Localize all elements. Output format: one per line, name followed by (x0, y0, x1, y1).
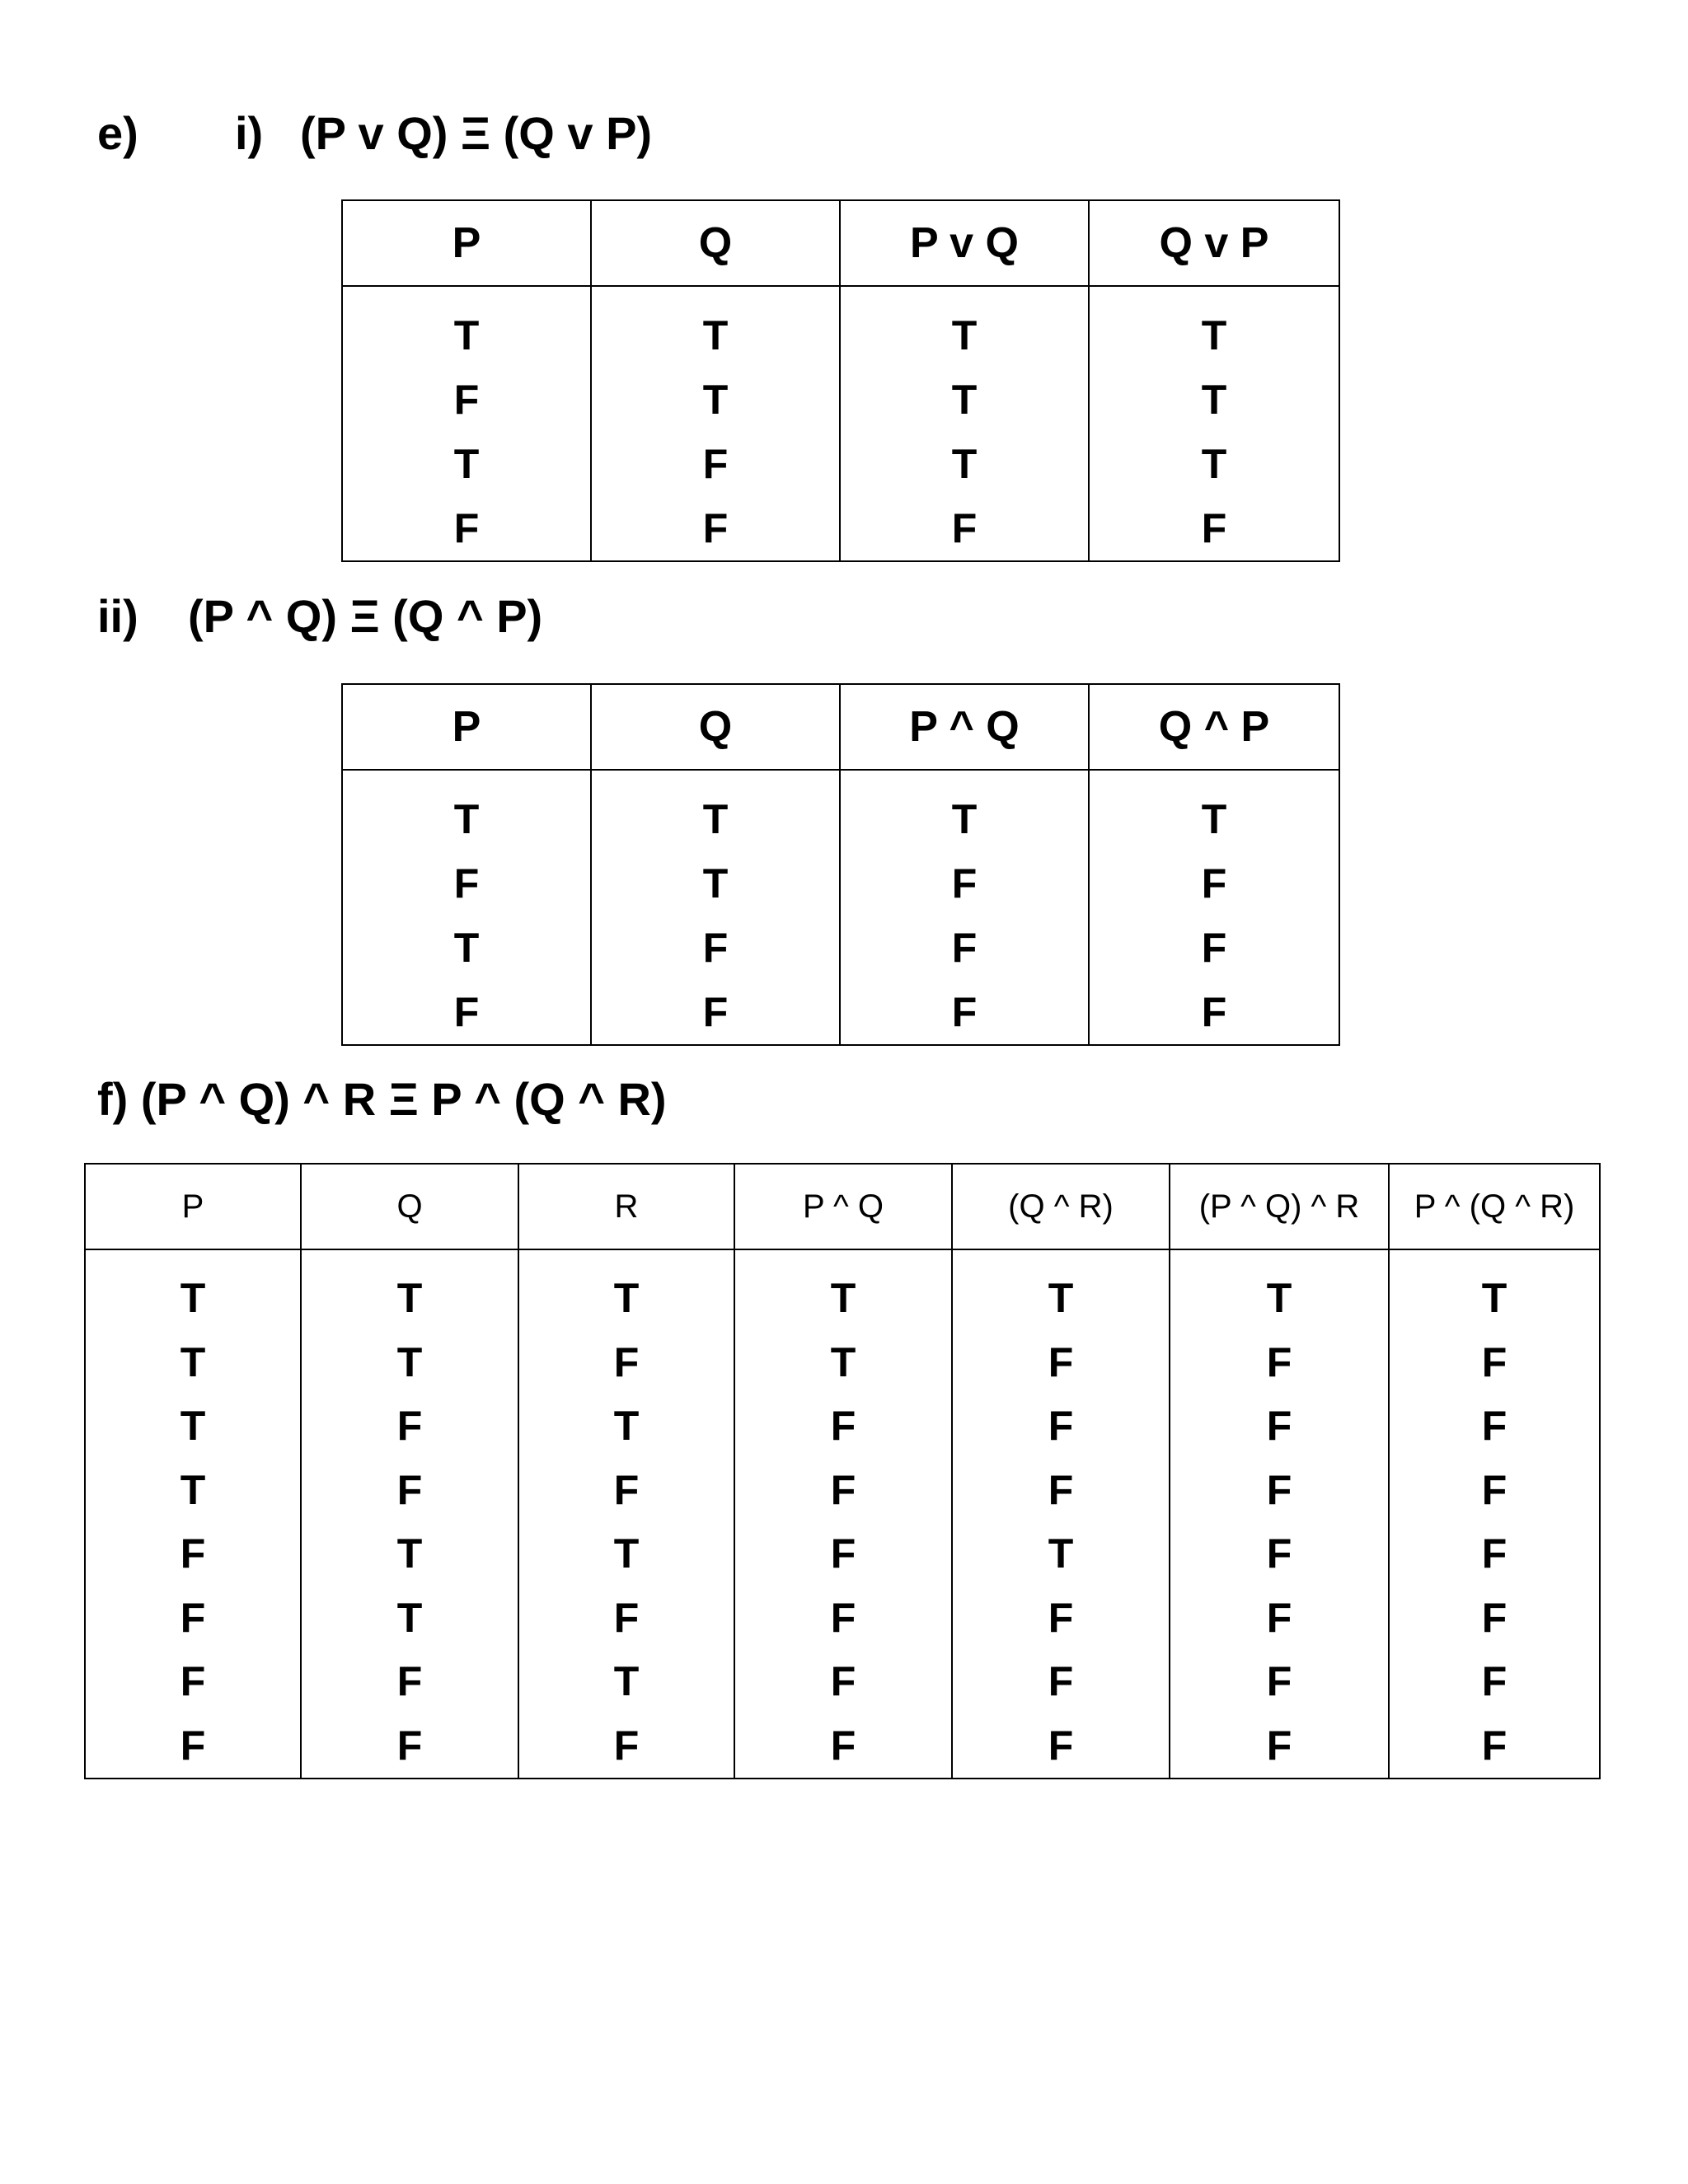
truth-table-f (84, 1163, 1601, 1779)
truth-value: F (613, 1594, 640, 1641)
truth-value: F (1266, 1466, 1292, 1513)
truth-value: T (1048, 1530, 1074, 1577)
truth-value: F (1048, 1722, 1074, 1769)
truth-value: T (396, 1594, 423, 1641)
truth-value: F (830, 1466, 856, 1513)
column-header: R (518, 1164, 734, 1249)
truth-column (518, 1249, 734, 1779)
column-header: P (342, 200, 591, 286)
truth-value: T (951, 796, 978, 842)
truth-value: T (613, 1658, 640, 1704)
column-header: P (342, 684, 591, 770)
truth-value: F (180, 1658, 206, 1704)
truth-column (952, 1249, 1170, 1779)
truth-value: F (1481, 1658, 1507, 1704)
truth-value: F (1266, 1403, 1292, 1449)
truth-value: F (702, 505, 729, 551)
part-ii-label: ii) (97, 590, 138, 642)
truth-value: T (396, 1338, 423, 1385)
truth-value: T (453, 312, 480, 359)
truth-value: F (1266, 1594, 1292, 1641)
truth-value: F (396, 1722, 423, 1769)
column-header: P v Q (840, 200, 1089, 286)
truth-value: F (702, 441, 729, 487)
truth-value: T (1201, 312, 1227, 359)
truth-value: F (1481, 1530, 1507, 1577)
truth-value: F (830, 1403, 856, 1449)
table-body-row (342, 286, 1339, 561)
truth-value: F (396, 1658, 423, 1704)
truth-value: T (702, 860, 729, 907)
truth-value: T (613, 1530, 640, 1577)
truth-value: F (1048, 1338, 1074, 1385)
truth-value: T (1201, 377, 1227, 423)
truth-value: T (180, 1466, 206, 1513)
truth-value: F (1266, 1722, 1292, 1769)
truth-column (1089, 770, 1339, 1045)
truth-value: T (830, 1338, 856, 1385)
column-header: P ^ Q (840, 684, 1089, 770)
truth-value: F (453, 860, 480, 907)
section-e-label: e) (97, 107, 138, 159)
truth-value: F (180, 1594, 206, 1641)
truth-value: F (453, 377, 480, 423)
truth-value: F (1201, 860, 1227, 907)
column-header: Q ^ P (1089, 684, 1339, 770)
truth-value: F (1201, 989, 1227, 1035)
column-header: (P ^ Q) ^ R (1170, 1164, 1389, 1249)
truth-value: F (1481, 1722, 1507, 1769)
truth-value: F (1048, 1658, 1074, 1704)
truth-value: F (613, 1338, 640, 1385)
truth-value: T (180, 1338, 206, 1385)
truth-column (301, 1249, 518, 1779)
truth-value: F (951, 989, 978, 1035)
truth-value: T (613, 1403, 640, 1449)
truth-value: F (830, 1658, 856, 1704)
truth-value: F (1201, 505, 1227, 551)
truth-value: F (1481, 1466, 1507, 1513)
truth-value: F (1481, 1594, 1507, 1641)
truth-column (1389, 1249, 1600, 1779)
truth-value: T (951, 441, 978, 487)
column-header: Q (591, 684, 840, 770)
column-header: Q (591, 200, 840, 286)
part-i-expression: (P v Q) Ξ (Q v P) (300, 107, 653, 159)
truth-value: F (702, 925, 729, 971)
truth-value: T (396, 1530, 423, 1577)
truth-value: F (1266, 1658, 1292, 1704)
truth-value: T (951, 312, 978, 359)
truth-column (840, 770, 1089, 1045)
table-header-row (342, 684, 1339, 770)
truth-value: F (1048, 1466, 1074, 1513)
truth-value: F (830, 1594, 856, 1641)
truth-value: T (180, 1403, 206, 1449)
column-header: Q v P (1089, 200, 1339, 286)
truth-table-i (341, 199, 1340, 562)
truth-table-ii (341, 683, 1340, 1046)
truth-value: F (1048, 1403, 1074, 1449)
truth-value: F (951, 505, 978, 551)
truth-value: F (396, 1403, 423, 1449)
column-header: Q (301, 1164, 518, 1249)
truth-value: T (1266, 1275, 1292, 1321)
truth-value: T (180, 1275, 206, 1321)
column-header: P ^ (Q ^ R) (1389, 1164, 1600, 1249)
table-header-row (342, 200, 1339, 286)
truth-value: T (702, 796, 729, 842)
part-i-label: i) (235, 107, 264, 159)
truth-value: F (951, 925, 978, 971)
truth-value: T (830, 1275, 856, 1321)
truth-value: T (702, 312, 729, 359)
truth-column (591, 770, 840, 1045)
truth-value: F (613, 1722, 640, 1769)
truth-value: F (1266, 1530, 1292, 1577)
truth-value: F (453, 989, 480, 1035)
truth-value: T (613, 1275, 640, 1321)
truth-value: T (1201, 441, 1227, 487)
truth-value: T (1201, 796, 1227, 842)
truth-value: T (1481, 1275, 1507, 1321)
truth-value: F (180, 1722, 206, 1769)
truth-value: F (1266, 1338, 1292, 1385)
truth-value: F (951, 860, 978, 907)
truth-value: F (830, 1530, 856, 1577)
table-header-row (85, 1164, 1600, 1249)
truth-value: T (453, 925, 480, 971)
truth-value: F (1481, 1403, 1507, 1449)
table-body-row (85, 1249, 1600, 1779)
truth-value: F (1201, 925, 1227, 971)
truth-value: T (453, 441, 480, 487)
truth-column (734, 1249, 952, 1779)
truth-value: F (702, 989, 729, 1035)
column-header: (Q ^ R) (952, 1164, 1170, 1249)
truth-column (1089, 286, 1339, 561)
truth-value: F (1481, 1338, 1507, 1385)
truth-value: T (1048, 1275, 1074, 1321)
truth-value: T (396, 1275, 423, 1321)
column-header: P (85, 1164, 301, 1249)
truth-value: F (453, 505, 480, 551)
part-ii-expression: (P ^ Q) Ξ (Q ^ P) (188, 590, 543, 642)
truth-column (591, 286, 840, 561)
column-header: P ^ Q (734, 1164, 952, 1249)
table-body-row (342, 770, 1339, 1045)
truth-value: F (396, 1466, 423, 1513)
truth-value: F (830, 1722, 856, 1769)
truth-value: T (702, 377, 729, 423)
truth-value: T (951, 377, 978, 423)
truth-value: T (453, 796, 480, 842)
truth-value: F (180, 1530, 206, 1577)
truth-column (1170, 1249, 1389, 1779)
truth-value: F (1048, 1594, 1074, 1641)
truth-value: F (613, 1466, 640, 1513)
truth-column (85, 1249, 301, 1779)
section-f-heading: f) (P ^ Q) ^ R Ξ P ^ (Q ^ R) (97, 1073, 667, 1125)
truth-column (840, 286, 1089, 561)
truth-column (342, 286, 591, 561)
truth-column (342, 770, 591, 1045)
